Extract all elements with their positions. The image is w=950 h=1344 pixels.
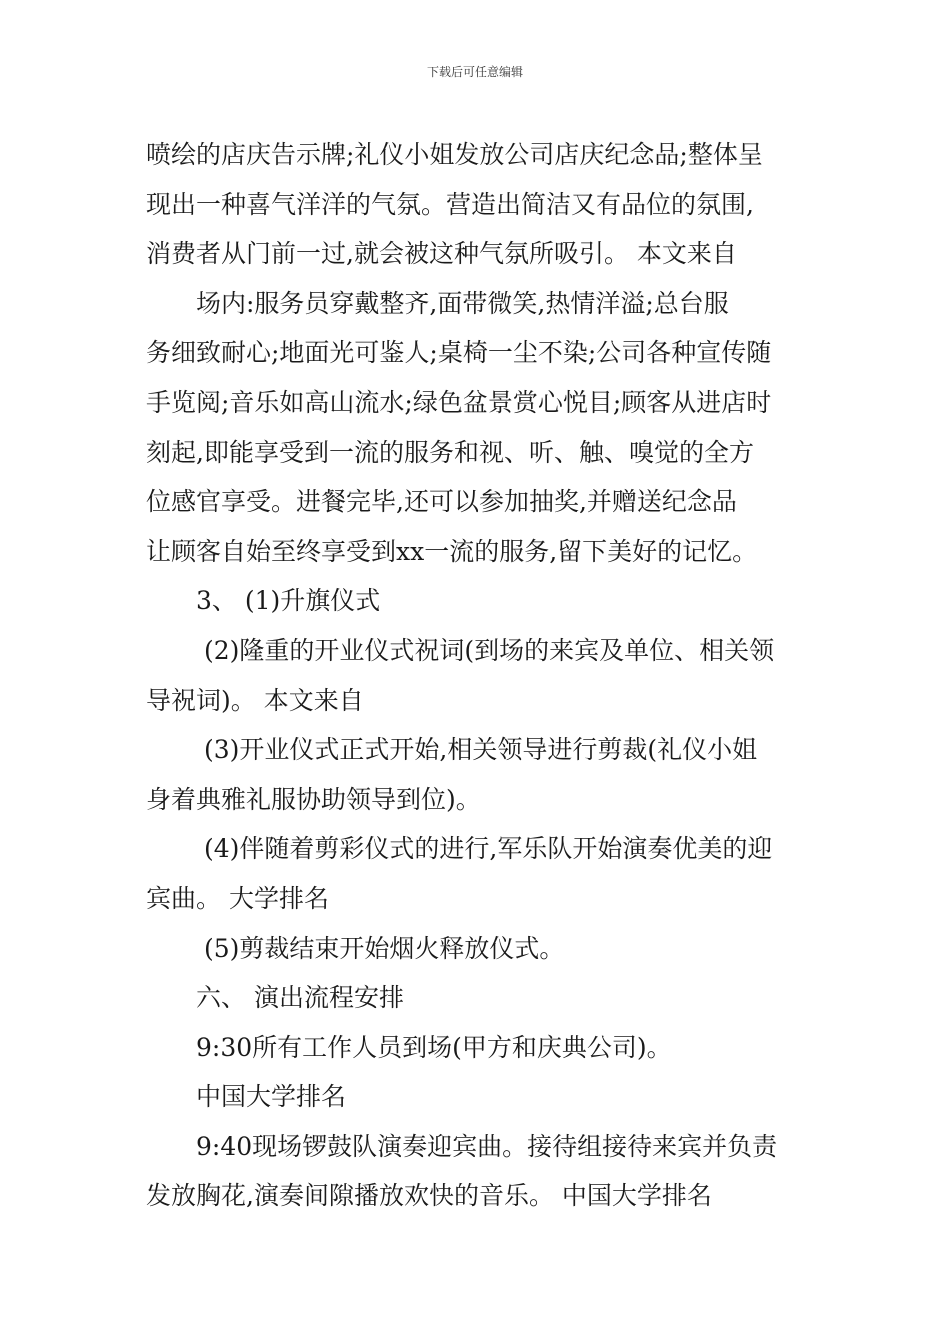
text-line: 导祝词)。 本文来自: [146, 685, 364, 715]
text-line: 务细致耐心;地面光可鉴人;桌椅一尘不染;公司各种宣传随: [146, 338, 772, 368]
text-line: 发放胸花,演奏间隙播放欢快的音乐。 中国大学排名: [146, 1181, 712, 1211]
text-line: 让顾客自始至终享受到xx一流的服务,留下美好的记忆。: [146, 536, 758, 566]
schedule-item: 9:30所有工作人员到场(甲方和庆典公司)。: [196, 1032, 672, 1062]
schedule-item: 9:40现场锣鼓队演奏迎宾曲。接待组接待来宾并负责: [196, 1131, 778, 1161]
section-heading: 六、 演出流程安排: [196, 983, 404, 1013]
page-header: 下载后可任意编辑: [426, 65, 523, 79]
text-line: 刻起,即能享受到一流的服务和视、听、触、嗅觉的全方: [146, 437, 754, 467]
paragraph-start: (5)剪裁结束开始烟火释放仪式。: [204, 933, 565, 963]
paragraph-start: (2)隆重的开业仪式祝词(到场的来宾及单位、相关领: [204, 635, 775, 665]
text-line: 位感官享受。进餐完毕,还可以参加抽奖,并赠送纪念品: [146, 487, 737, 517]
paragraph-start: (3)开业仪式正式开始,相关领导进行剪裁(礼仪小姐: [204, 735, 758, 765]
document-body: [146, 130, 816, 1221]
text-line: 现出一种喜气洋洋的气氛。营造出简洁又有品位的氛围,: [146, 189, 754, 219]
text-line: 身着典雅礼服协助领导到位)。: [146, 784, 481, 814]
section-item: 3、 (1)升旗仪式: [196, 586, 381, 616]
paragraph-start: (4)伴随着剪彩仪式的进行,军乐队开始演奏优美的迎: [204, 834, 773, 864]
paragraph-start: 场内:服务员穿戴整齐,面带微笑,热情洋溢;总台服: [196, 288, 729, 318]
text-line: 中国大学排名: [196, 1082, 347, 1112]
text-line: 消费者从门前一过,就会被这种气氛所吸引。 本文来自: [146, 239, 737, 269]
text-line: 手览阅;音乐如高山流水;绿色盆景赏心悦目;顾客从进店时: [146, 387, 772, 417]
text-line: 宾曲。 大学排名: [146, 883, 329, 913]
text-line: 喷绘的店庆告示牌;礼仪小姐发放公司店庆纪念品;整体呈: [146, 140, 763, 169]
